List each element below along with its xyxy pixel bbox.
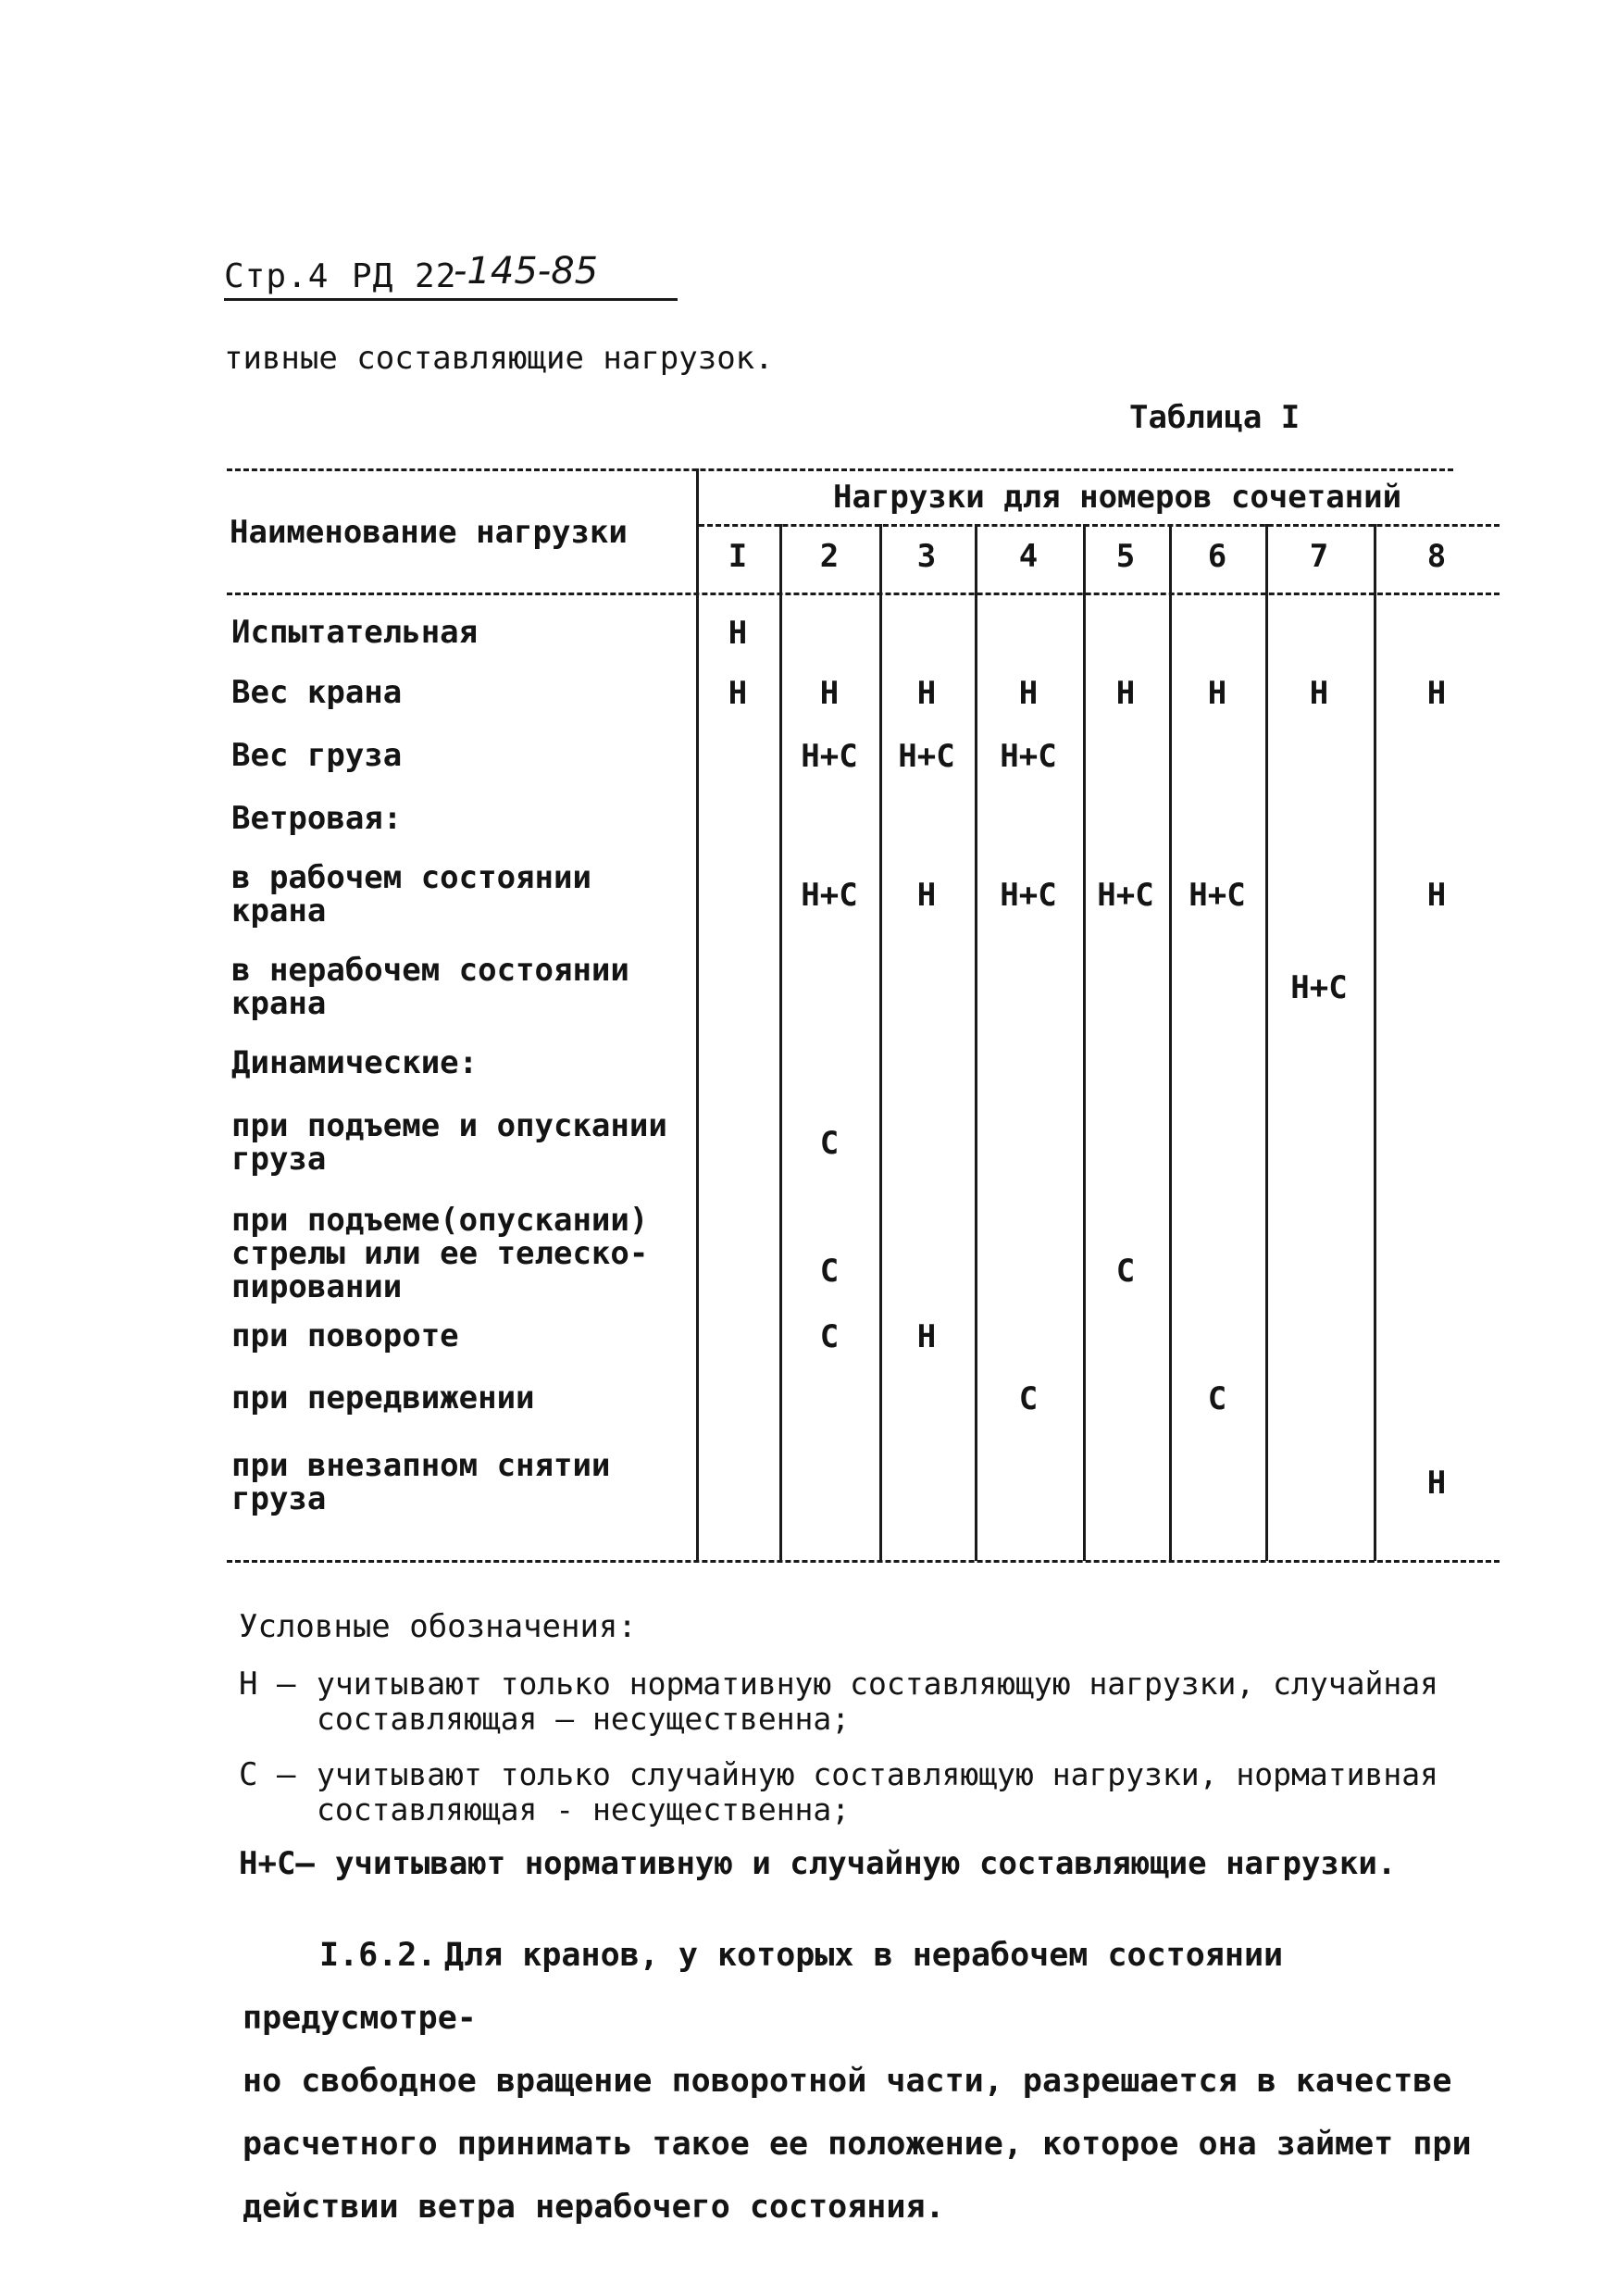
row-label: в рабочем состоянии крана <box>231 859 591 930</box>
table-subheader-rule <box>699 524 1500 527</box>
row-label: при внезапном снятии груза <box>231 1447 611 1517</box>
table-cell: Н <box>728 675 748 712</box>
paragraph-number: I.6.2. <box>319 1937 437 1974</box>
legend-symbol-c: С – <box>239 1756 296 1793</box>
combo-number-5: 5 <box>1115 538 1136 575</box>
legend-text-nc: учитывают нормативную и случайную составляющие нагрузки. <box>335 1845 1397 1882</box>
table-cell: С <box>1018 1380 1039 1417</box>
row-label: Динамические: <box>231 1044 479 1081</box>
header-underline <box>224 298 678 301</box>
table-cell: Н+С <box>801 877 858 914</box>
table-cell: Н <box>1426 675 1447 712</box>
page-number: Стр.4 <box>224 257 330 295</box>
table-cell: Н <box>916 1318 937 1355</box>
combo-number-6: 6 <box>1207 538 1227 575</box>
legend-text-n: учитывают только нормативную составляющую нагрузки, случайная составляющая — несущественна; <box>317 1666 1438 1737</box>
row-label: Ветровая: <box>231 800 403 837</box>
combo-number-2: 2 <box>819 538 840 575</box>
table-cell: Н <box>1426 1465 1447 1502</box>
table-cell: С <box>1115 1253 1136 1290</box>
table-cell: С <box>819 1125 840 1162</box>
row-label: Вес крана <box>231 674 403 711</box>
col-rule-7 <box>1374 524 1376 1561</box>
document-number-handwritten: -145-85 <box>454 250 599 293</box>
table-cell: Н <box>1309 675 1329 712</box>
table-header-bottom-rule <box>227 593 1500 595</box>
col-rule-6 <box>1265 524 1268 1561</box>
table-top-rule <box>227 468 1453 471</box>
combo-number-1: I <box>728 538 748 575</box>
table-bottom-rule <box>227 1560 1500 1563</box>
table-caption: Таблица I <box>1129 399 1301 436</box>
table-cell: Н <box>1426 877 1447 914</box>
combo-number-3: 3 <box>916 538 937 575</box>
table-cell: Н <box>819 675 840 712</box>
table-cell: Н <box>1207 675 1227 712</box>
table-cell: С <box>819 1318 840 1355</box>
document-code: РД 22 <box>352 257 457 295</box>
legend-symbol-n: Н – <box>239 1666 296 1703</box>
table-cell: Н+С <box>1000 877 1057 914</box>
legend-symbol-nc: Н+С– <box>239 1845 315 1882</box>
row-label: при повороте <box>231 1317 459 1354</box>
col-rule-3 <box>975 524 977 1561</box>
combo-number-8: 8 <box>1426 538 1447 575</box>
table-cell: Н <box>1115 675 1136 712</box>
table-cell: Н <box>728 615 748 652</box>
table-cell: С <box>819 1253 840 1290</box>
legend-title: Условные обозначения: <box>239 1608 637 1645</box>
row-label: при подъеме(опускании) стрелы или ее телеско- пировании <box>231 1202 649 1305</box>
table-cell: Н <box>916 877 937 914</box>
table-cell: Н+С <box>1290 969 1348 1006</box>
table-cell: Н+С <box>1097 877 1154 914</box>
intro-line: тивные составляющие нагрузок. <box>224 340 774 377</box>
row-label: при передвижении <box>231 1379 535 1416</box>
col-header-group: Нагрузки для номеров сочетаний <box>833 479 1402 516</box>
table-cell: Н+С <box>898 738 955 775</box>
combo-number-4: 4 <box>1018 538 1039 575</box>
row-label: при подъеме и опускании груза <box>231 1107 667 1178</box>
table-cell: Н+С <box>801 738 858 775</box>
table-cell: Н+С <box>1000 738 1057 775</box>
row-label: Испытательная <box>231 614 479 651</box>
table-cell: Н+С <box>1189 877 1246 914</box>
combo-number-7: 7 <box>1309 538 1329 575</box>
row-label: в нерабочем состоянии крана <box>231 952 629 1022</box>
table-cell: Н <box>1018 675 1039 712</box>
legend-text-c: учитывают только случайную составляющую нагрузки, нормативная составляющая - несущественна; <box>317 1756 1438 1828</box>
row-label: Вес груза <box>231 737 403 774</box>
table-cell: С <box>1207 1380 1227 1417</box>
table-cell: Н <box>916 675 937 712</box>
paragraph-text: Для кранов, у которых в нерабочем состоянии предусмотре- но свободное вращение поворотной части, разрешается в качестве расчетного принимать такое ее положение, которое она займет при действии ветра нерабочего состояния. <box>243 1937 1472 2226</box>
col-header-name: Наименование нагрузки <box>230 514 628 551</box>
